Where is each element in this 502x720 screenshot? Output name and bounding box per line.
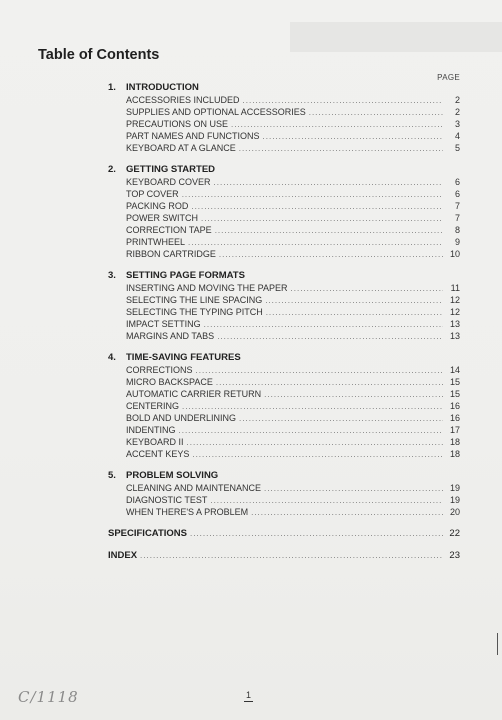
- toc-section: [108, 164, 460, 260]
- entry-page-number: 6: [454, 177, 460, 187]
- edge-mark: [497, 633, 498, 655]
- dot-leader: [264, 483, 443, 495]
- entry-label: ACCESSORIES INCLUDED: [126, 95, 240, 105]
- page-title: Table of Contents: [38, 47, 160, 63]
- entry-page-number: 12: [449, 295, 460, 305]
- dot-leader: [219, 249, 443, 261]
- toc-entry: [108, 306, 460, 318]
- section-title: SETTING PAGE FORMATS: [126, 270, 245, 281]
- entry-label: POWER SWITCH: [126, 213, 198, 223]
- entry-label: ACCENT KEYS: [126, 449, 190, 459]
- entry-label: KEYBOARD COVER: [126, 177, 211, 187]
- entry-page-number: 18: [449, 437, 460, 447]
- entry-label: SELECTING THE TYPING PITCH: [126, 307, 263, 317]
- toc-entry: [108, 212, 460, 224]
- section-title: INTRODUCTION: [126, 82, 199, 93]
- section-title: TIME-SAVING FEATURES: [126, 352, 241, 363]
- section-number: 5.: [108, 470, 116, 481]
- entry-page-number: 19: [449, 495, 460, 505]
- dot-leader: [231, 119, 443, 131]
- toc-entry: [108, 482, 460, 494]
- dot-leader: [214, 177, 443, 189]
- entry-label: KEYBOARD AT A GLANCE: [126, 143, 236, 153]
- toc-entry: [108, 282, 460, 294]
- entry-label: SELECTING THE LINE SPACING: [126, 295, 263, 305]
- toc-entry: [108, 236, 460, 248]
- toc-entry: [108, 318, 460, 330]
- entry-page-number: 20: [449, 507, 460, 517]
- entry-page-number: 15: [449, 377, 460, 387]
- toc-entry: [108, 424, 460, 436]
- page-number: 1: [246, 690, 252, 700]
- section-heading: [108, 470, 460, 482]
- dot-leader: [182, 189, 443, 201]
- toc-entry: [108, 188, 460, 200]
- show-through-area: [290, 22, 502, 52]
- entry-label: SUPPLIES AND OPTIONAL ACCESSORIES: [126, 107, 306, 117]
- entry-label: INSERTING AND MOVING THE PAPER: [126, 283, 288, 293]
- toc-section: [108, 270, 460, 342]
- entry-label: INDENTING: [126, 425, 176, 435]
- entry-page-number: 23: [449, 550, 460, 561]
- dot-leader: [188, 237, 443, 249]
- toc-entry: [108, 388, 460, 400]
- entry-page-number: 2: [454, 95, 460, 105]
- section-heading: [108, 82, 460, 94]
- toc-entry: [108, 106, 460, 118]
- entry-label: DIAGNOSTIC TEST: [126, 495, 208, 505]
- entry-page-number: 6: [454, 189, 460, 199]
- entry-label: MICRO BACKSPACE: [126, 377, 213, 387]
- entry-label: IMPACT SETTING: [126, 319, 201, 329]
- section-title: GETTING STARTED: [126, 164, 216, 175]
- toc-entry: [108, 494, 460, 506]
- toc-section: [108, 470, 460, 518]
- dot-leader: [291, 283, 443, 295]
- entry-label: CORRECTION TAPE: [126, 225, 212, 235]
- section-heading: [108, 164, 460, 176]
- entry-label: CENTERING: [126, 401, 180, 411]
- entry-page-number: 13: [449, 319, 460, 329]
- toc-entry: [108, 294, 460, 306]
- toc-entry: [108, 330, 460, 342]
- entry-label: SPECIFICATIONS: [108, 528, 187, 539]
- entry-page-number: 18: [449, 449, 460, 459]
- entry-page-number: 4: [454, 131, 460, 141]
- entry-page-number: 15: [449, 389, 460, 399]
- entry-label: BOLD AND UNDERLINING: [126, 413, 237, 423]
- entry-page-number: 22: [449, 528, 460, 539]
- entry-label: WHEN THERE'S A PROBLEM: [126, 507, 249, 517]
- toc-entry: [108, 130, 460, 142]
- toc-entry: [108, 400, 460, 412]
- toc-entry: [108, 364, 460, 376]
- entry-page-number: 13: [449, 331, 460, 341]
- entry-label: KEYBOARD II: [126, 437, 184, 447]
- entry-label: PRECAUTIONS ON USE: [126, 119, 229, 129]
- dot-leader: [265, 295, 443, 307]
- entry-page-number: 16: [449, 401, 460, 411]
- toc-entry: [108, 142, 460, 154]
- dot-leader: [190, 528, 443, 540]
- toc-entry: [108, 224, 460, 236]
- dot-leader: [140, 550, 443, 562]
- section-heading: [108, 352, 460, 364]
- dot-leader: [201, 213, 443, 225]
- entry-label: AUTOMATIC CARRIER RETURN: [126, 389, 262, 399]
- entry-label: PART NAMES AND FUNCTIONS: [126, 131, 260, 141]
- dot-leader: [196, 365, 443, 377]
- entry-label: INDEX: [108, 550, 138, 561]
- toc-entry-specifications: [108, 528, 460, 540]
- toc-entry: [108, 118, 460, 130]
- dot-leader: [217, 331, 443, 343]
- entry-page-number: 12: [449, 307, 460, 317]
- table-of-contents: [108, 82, 460, 572]
- toc-entry: [108, 376, 460, 388]
- toc-entry: [108, 176, 460, 188]
- toc-entry: [108, 200, 460, 212]
- entry-page-number: 7: [454, 201, 460, 211]
- dot-leader: [263, 131, 443, 143]
- section-number: 3.: [108, 270, 116, 281]
- entry-label: PACKING ROD: [126, 201, 189, 211]
- entry-page-number: 14: [449, 365, 460, 375]
- entry-page-number: 11: [450, 283, 460, 293]
- toc-section: [108, 82, 460, 154]
- section-number: 4.: [108, 352, 116, 363]
- dot-leader: [264, 389, 443, 401]
- handwritten-note: C/1118: [18, 688, 79, 706]
- section-number: 2.: [108, 164, 116, 175]
- entry-page-number: 5: [454, 143, 460, 153]
- entry-label: CORRECTIONS: [126, 365, 193, 375]
- entry-page-number: 7: [454, 213, 460, 223]
- entry-label: MARGINS AND TABS: [126, 331, 215, 341]
- entry-page-number: 8: [454, 225, 460, 235]
- dot-leader: [204, 319, 443, 331]
- entry-page-number: 3: [454, 119, 460, 129]
- toc-entry: [108, 412, 460, 424]
- section-title: PROBLEM SOLVING: [126, 470, 219, 481]
- toc-entry: [108, 448, 460, 460]
- entry-page-number: 17: [449, 425, 460, 435]
- entry-page-number: 2: [454, 107, 460, 117]
- entry-label: PRINTWHEEL: [126, 237, 186, 247]
- dot-leader: [192, 449, 443, 461]
- dot-leader: [215, 225, 443, 237]
- dot-leader: [239, 143, 443, 155]
- section-number: 1.: [108, 82, 116, 93]
- dot-leader: [187, 437, 443, 449]
- dot-leader: [266, 307, 443, 319]
- entry-page-number: 19: [449, 483, 460, 493]
- page-column-header: PAGE: [437, 73, 460, 82]
- toc-entry: [108, 248, 460, 260]
- toc-entry: [108, 94, 460, 106]
- section-heading: [108, 270, 460, 282]
- dot-leader: [251, 507, 443, 519]
- toc-entry: [108, 436, 460, 448]
- entry-page-number: 9: [454, 237, 460, 247]
- entry-page-number: 10: [449, 249, 460, 259]
- entry-page-number: 16: [449, 413, 460, 423]
- dot-leader: [239, 413, 443, 425]
- dot-leader: [191, 201, 443, 213]
- dot-leader: [179, 425, 444, 437]
- entry-label: RIBBON CARTRIDGE: [126, 249, 216, 259]
- toc-entry-index: [108, 550, 460, 562]
- entry-label: TOP COVER: [126, 189, 179, 199]
- dot-leader: [309, 107, 443, 119]
- toc-entry: [108, 506, 460, 518]
- toc-section: [108, 352, 460, 460]
- entry-label: CLEANING AND MAINTENANCE: [126, 483, 262, 493]
